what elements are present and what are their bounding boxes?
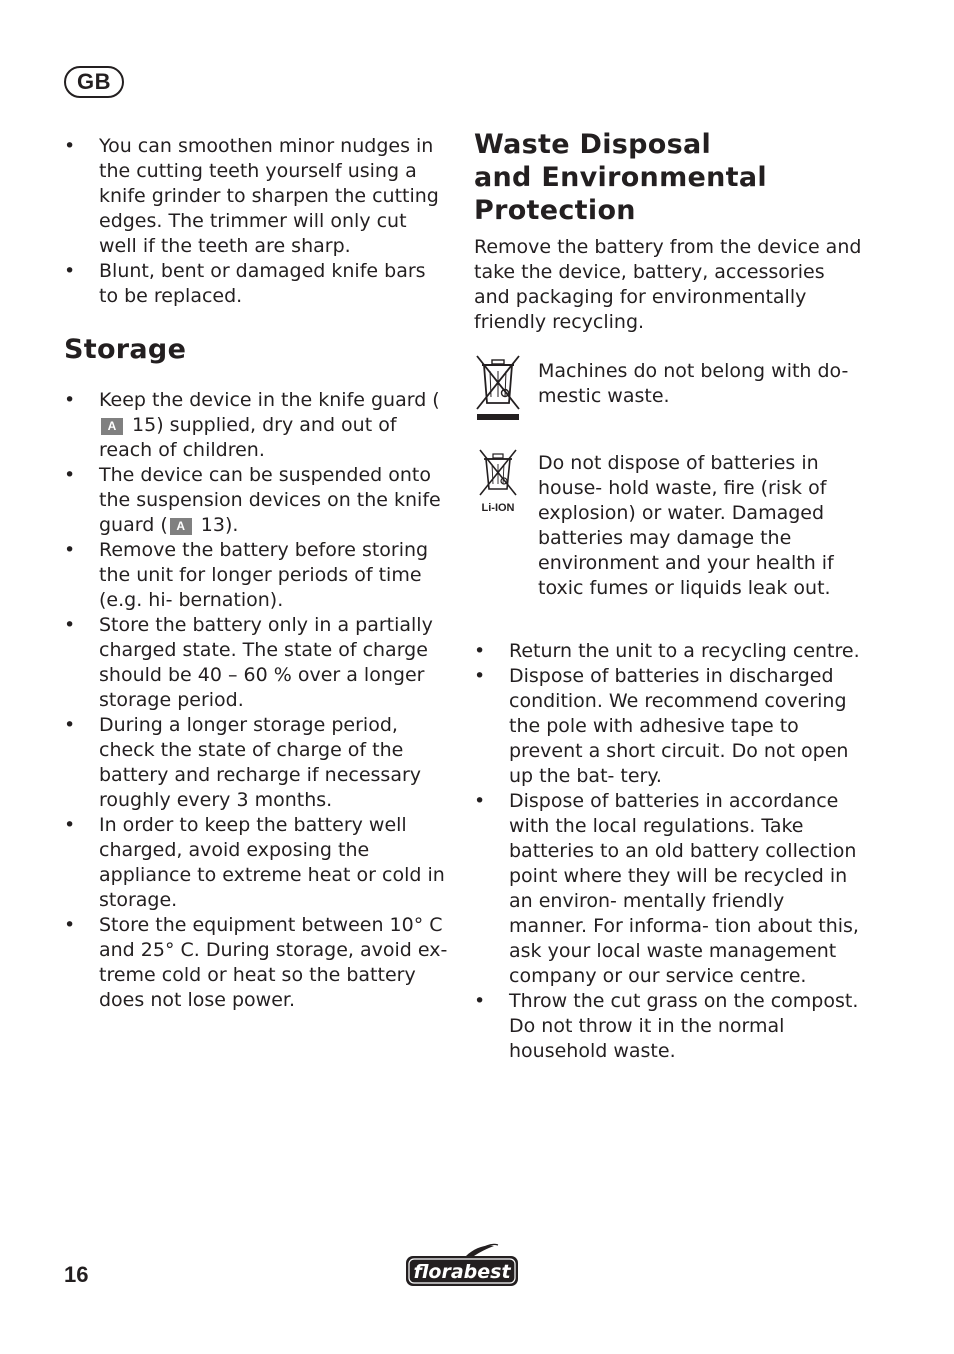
bullet: • (64, 389, 76, 411)
list-item: • Keep the device in the knife guard (A 15) supplied, dry and out of reach of children. (64, 389, 440, 461)
list-item: • The device can be suspended onto the suspension devices on the knife guard ( A 13). (64, 464, 441, 536)
list-item: • During a longer storage period, check the state of charge of the battery and recharge if necessary roughly every 3 months. (64, 714, 422, 811)
storage-list (64, 388, 448, 1013)
li-ion-label: Li-ION (481, 502, 515, 514)
intro-list (64, 134, 448, 309)
disposal-list (474, 639, 862, 1064)
bullet: • (64, 714, 76, 736)
symbol-text: Machines do not belong with do- mestic waste. (538, 360, 849, 407)
bullet: • (64, 814, 76, 836)
symbol-row (474, 353, 862, 423)
bullet: • (474, 990, 486, 1012)
list-item: • Remove the battery before storing the unit for longer periods of time (e.g. hi- bernation). (64, 539, 429, 611)
list-item: • Return the unit to a recycling centre. (474, 640, 860, 662)
bullet: • (64, 464, 76, 486)
list-item: • Throw the cut grass on the compost. Do not throw it in the normal household waste. (474, 990, 859, 1062)
bullet: • (64, 135, 76, 157)
figure-reference-badge: A (170, 518, 192, 535)
left-column (64, 134, 448, 1013)
bullet: • (474, 790, 486, 812)
language-badge: GB (64, 66, 124, 98)
storage-heading: Storage (64, 334, 187, 365)
bullet: • (64, 614, 76, 636)
waste-disposal-heading: Waste Disposal and Environmental Protection (474, 129, 767, 226)
list-item: • In order to keep the battery well charged, avoid exposing the appliance to extreme heat or cold in storage. (64, 814, 445, 911)
figure-reference-badge: A (101, 418, 123, 435)
list-item: • Store the equipment between 10° C and 25° C. During storage, avoid ex- treme cold or heat so the battery does not lose power. (64, 914, 448, 1011)
brand-wordmark: florabest (413, 1261, 511, 1283)
bullet: • (64, 914, 76, 936)
page-number: 16 (64, 1262, 89, 1287)
list-item: • Blunt, bent or damaged knife bars to be replaced. (64, 260, 426, 307)
disposal-intro-paragraph: Remove the battery from the device and take the device, battery, accessories and packaging for environmentally friendly recycling. (474, 236, 862, 333)
florabest-logo (404, 1242, 520, 1290)
bullet: • (64, 539, 76, 561)
list-item: • Store the battery only in a partially charged state. The state of charge should be 40 – 60 % over a longer storage period. (64, 614, 433, 711)
bullet: • (474, 640, 486, 662)
list-item: • Dispose of batteries in discharged condition. We recommend covering the pole with adhesive tape to prevent a short circuit. Do not open up the bat- tery. (474, 665, 849, 787)
right-column (474, 128, 862, 1064)
list-item: • You can smoothen minor nudges in the cutting teeth yourself using a knife grinder to sharpen the cutting edges. The trimmer will only cut well if the teeth are sharp. (64, 135, 439, 257)
list-item: • Dispose of batteries in accordance with the local regulations. Take batteries to an old battery collection point where they will be recycled in an environ- mentally friendly manner. For informa- tion about this, ask your local waste management company or our service centre. (474, 790, 859, 987)
crossed-out-wheelie-bin-icon (474, 353, 522, 423)
bullet: • (64, 260, 76, 282)
bullet: • (474, 665, 486, 687)
symbol-row (474, 445, 862, 601)
symbol-text: Do not dispose of batteries in house- hold waste, fire (risk of explosion) or water. Damaged batteries may damage the environment and your health if toxic fumes or liquids leak out. (538, 452, 834, 599)
crossed-out-bin-li-ion-icon (474, 445, 522, 601)
